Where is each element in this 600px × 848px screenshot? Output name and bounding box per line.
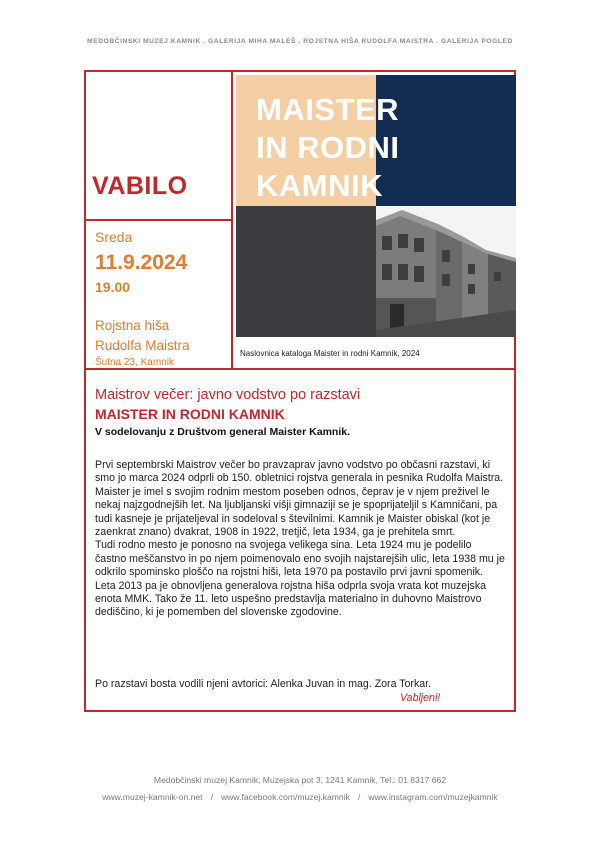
venue-line-1: Rojstna hiša — [95, 318, 170, 333]
cover-title-line: KAMNIK — [256, 168, 383, 203]
event-closing: Po razstavi bosta vodili njeni avtorici: Alenka Juvan in mag. Zora Torkar. — [95, 678, 432, 690]
event-cooperation: V sodelovanju z Društvom general Maister Kamnik. — [95, 426, 350, 438]
footer-separator: / — [210, 792, 213, 802]
event-signoff: Vabljeni! — [400, 692, 441, 704]
description-paragraph: Prvi septembrski Maistrov večer bo pravzaprav javno vodstvo po občasni razstavi, ki smo jo marca 2024 odprli ob 150. obletnici rojstva generala in pesnika Rudolfa Maistra. — [95, 459, 504, 485]
footer-instagram-link[interactable]: www.instagram.com/muzejkamnik — [368, 792, 498, 802]
event-title: Maistrov večer: javno vodstvo po razstavi — [95, 387, 361, 403]
footer-links — [0, 792, 600, 802]
event-time: 19.00 — [95, 279, 131, 295]
cover-charcoal-block — [236, 206, 376, 337]
venue-address: Šutna 23, Kamnik — [95, 357, 174, 368]
footer-separator: / — [357, 792, 361, 802]
cover-caption: Naslovnica kataloga Maister in rodni Kamnik, 2024 — [240, 349, 420, 358]
cover-title — [256, 91, 400, 205]
cover-title-line: MAISTER — [256, 92, 399, 127]
footer-address: Medobčinski muzej Kamnik, Muzejska pot 3, 1241 Kamnik, Tel.: 01 8317 662 — [153, 775, 447, 785]
cover-street-photo — [376, 206, 516, 337]
header-institutions: MEDOBČINSKI MUZEJ KAMNIK . GALERIJA MIHA MALEŠ . ROJSTNA HIŠA RUDOLFA MAISTRA . GALERIJA POGLED — [87, 38, 513, 45]
venue-line-2: Rudolfa Maistra — [95, 338, 190, 353]
description-paragraph: Tudi rodno mesto je ponosno na svojega velikega sina. Leta 1924 mu je podelilo častno meščanstvo in po njem poimenovalo eno svojih najstarejših ulic, leta 1938 mu je odkrilo spominsko ploščo na rojstni hiši, leta 1970 pa postavilo prvi javni spomenik. Leta 2013 pa je obnovljena generalova rojstna hiša odprla svoja vrata kot muzejska enota MMK. Tako že 11. leto uspešno predstavlja materialno in duhovno Maistrovo dediščino, ki je pomemben del slovenske zgodovine. — [95, 539, 505, 619]
event-subtitle: MAISTER IN RODNI KAMNIK — [95, 406, 285, 422]
frame-horizontal-divider — [84, 219, 233, 221]
catalog-cover-image — [236, 75, 516, 337]
event-day: Sreda — [95, 229, 133, 245]
event-date: 11.9.2024 — [95, 251, 188, 274]
description-paragraph: Maister je imel s svojim rodnim mestom poseben odnos, čeprav je v njem preživel le nekaj najzgodnejših let. Na ljubljanski višji gimnaziji se je spoprijateljil s Kamničani, pa tudi kasneje je prijateljeval in sodeloval s številnimi. Kamnik je Maister obiskal (kot je zaenkrat znano) dvakrat, 1908 in 1922, tretjič, leta 1934, ga je prehitela smrt. — [95, 485, 498, 539]
footer-facebook-link[interactable]: www.facebook.com/muzej.kamnik — [220, 792, 350, 802]
event-description — [95, 459, 505, 620]
cover-title-line: IN RODNI — [256, 130, 400, 165]
invitation-title: VABILO — [92, 172, 188, 200]
footer-website-link[interactable]: www.muzej-kamnik-on.net — [102, 792, 203, 802]
